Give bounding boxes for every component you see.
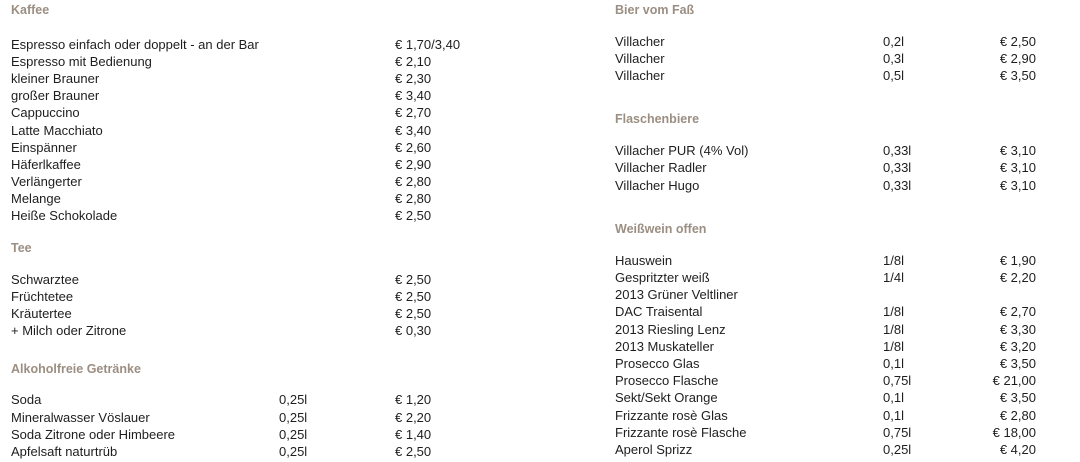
menu-item: Gespritzter weiß 1/4l € 2,20	[615, 270, 1036, 285]
menu-item: Sekt/Sekt Orange 0,1l € 3,50	[615, 390, 1036, 405]
section-title-tee: Tee	[11, 241, 32, 255]
menu-item: 2013 Riesling Lenz 1/8l € 3,30	[615, 322, 1036, 337]
menu-item: kleiner Brauner € 2,30	[11, 71, 432, 86]
menu-item: Heiße Schokolade € 2,50	[11, 208, 432, 223]
menu-item: großer Brauner € 3,40	[11, 88, 432, 103]
menu-item: Prosecco Flasche 0,75l € 21,00	[615, 373, 1036, 388]
menu-item: Verlängerter € 2,80	[11, 174, 432, 189]
menu-item: Villacher 0,5l € 3,50	[615, 68, 1036, 83]
menu-item: DAC Traisental 1/8l € 2,70	[615, 304, 1036, 319]
menu-item: Frizzante rosè Flasche 0,75l € 18,00	[615, 425, 1036, 440]
menu-item: Villacher Radler 0,33l € 3,10	[615, 160, 1036, 175]
menu-item: Villacher 0,2l € 2,50	[615, 34, 1036, 49]
menu-item: Schwarztee € 2,50	[11, 272, 432, 287]
menu-item: Espresso einfach oder doppelt - an der Bar € 1,70/3,40	[11, 37, 461, 52]
menu-item: Früchtetee € 2,50	[11, 289, 432, 304]
menu-item: Aperol Sprizz 0,25l € 4,20	[615, 442, 1036, 457]
menu-item: Einspänner € 2,60	[11, 140, 432, 155]
section-title-kaffee: Kaffee	[11, 3, 50, 17]
menu-item: 2013 Muskateller 1/8l € 3,20	[615, 339, 1036, 354]
section-title-bier-vom-fass: Bier vom Faß	[615, 3, 695, 17]
menu-item: Frizzante rosè Glas 0,1l € 2,80	[615, 408, 1036, 423]
menu-item: 2013 Grüner Veltliner	[615, 287, 738, 302]
menu-item: Espresso mit Bedienung € 2,10	[11, 54, 432, 69]
menu-item: + Milch oder Zitrone € 0,30	[11, 323, 432, 338]
menu-item: Villacher PUR (4% Vol) 0,33l € 3,10	[615, 143, 1036, 158]
menu-item: Prosecco Glas 0,1l € 3,50	[615, 356, 1036, 371]
menu-item: Apfelsaft naturtrüb 0,25l € 2,50	[11, 444, 432, 459]
menu-item: Mineralwasser Vöslauer 0,25l € 2,20	[11, 410, 432, 425]
section-title-weisswein-offen: Weißwein offen	[615, 222, 707, 236]
menu-item: Soda Zitrone oder Himbeere 0,25l € 1,40	[11, 427, 432, 442]
menu-item: Soda 0,25l € 1,20	[11, 392, 432, 407]
menu-item: Latte Macchiato € 3,40	[11, 123, 432, 138]
menu-item: Kräutertee € 2,50	[11, 306, 432, 321]
menu-item: Villacher 0,3l € 2,90	[615, 51, 1036, 66]
menu-item: Cappuccino € 2,70	[11, 105, 432, 120]
menu-item: Häferlkaffee € 2,90	[11, 157, 432, 172]
section-title-alkoholfreie-getraenke: Alkoholfreie Getränke	[11, 362, 141, 376]
menu-item: Melange € 2,80	[11, 191, 432, 206]
menu-item: Hauswein 1/8l € 1,90	[615, 253, 1036, 268]
section-title-flaschenbiere: Flaschenbiere	[615, 112, 700, 126]
menu-item: Villacher Hugo 0,33l € 3,10	[615, 178, 1036, 193]
